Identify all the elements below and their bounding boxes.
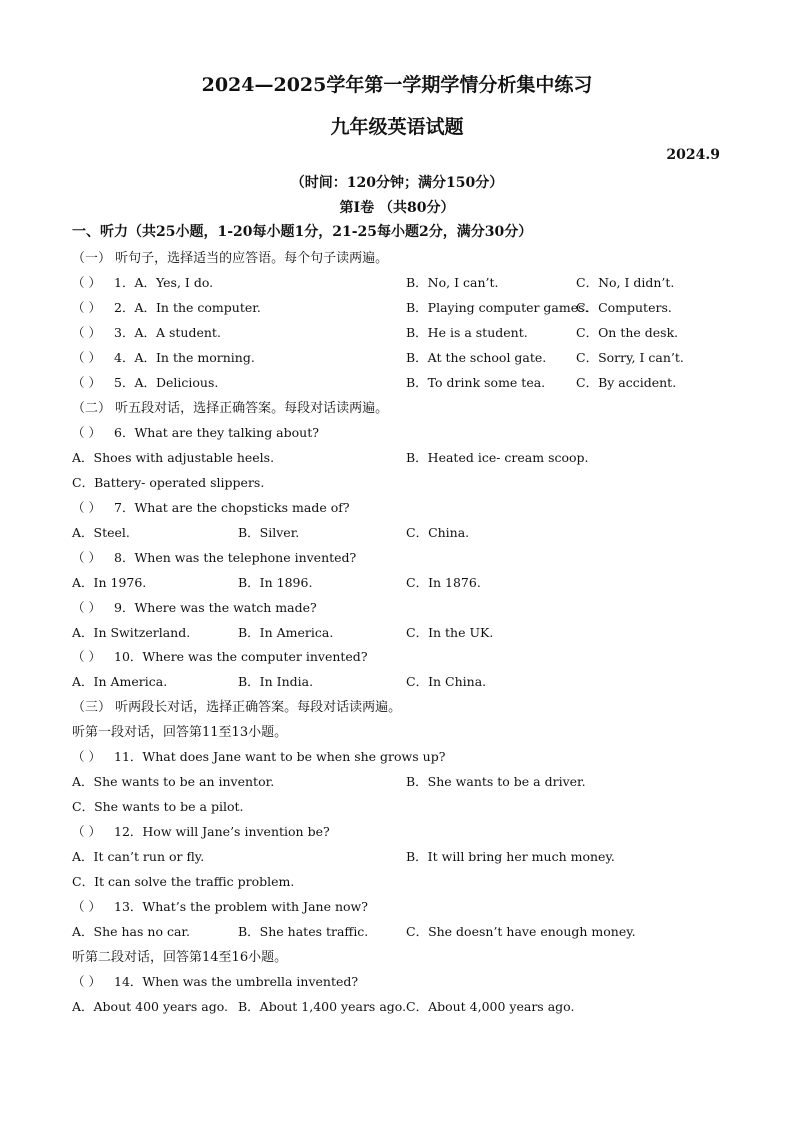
question-11 xyxy=(72,747,732,767)
dialog2-note: 听第二段对话，回答第14至16小题。 xyxy=(72,950,288,965)
section-heading: 一、听力（共25小题，1-20每小题1分，21-25每小题2分，满分30分） xyxy=(72,224,533,240)
question-6-options xyxy=(72,448,732,468)
option-b: B．It will bring her much money. xyxy=(406,849,615,864)
option-b: B．No, I can’t. xyxy=(406,275,499,290)
question-12 xyxy=(72,822,732,842)
option-b: B．In America. xyxy=(238,625,334,640)
answer-blank[interactable]: （ ） xyxy=(72,425,101,440)
option-c: C．No, I didn’t. xyxy=(576,275,675,290)
answer-blank[interactable]: （ ） xyxy=(72,824,101,839)
part3-instruction: （三） 听两段长对话，选择正确答案。每段对话读两遍。 xyxy=(72,700,402,715)
option-c: C．Battery- operated slippers. xyxy=(72,475,265,490)
exam-title: 2024—2025学年第一学期学情分析集中练习 xyxy=(201,74,593,96)
option-b: B．He is a student. xyxy=(406,325,528,340)
question-2 xyxy=(72,298,732,318)
option-b: B．Silver. xyxy=(238,525,300,540)
answer-blank[interactable]: （ ） xyxy=(72,375,101,390)
option-a: A．She wants to be an inventor. xyxy=(72,774,275,789)
option-a: A．It can’t run or fly. xyxy=(72,849,205,864)
question-stem: 4．A．In the morning. xyxy=(114,350,255,365)
question-3 xyxy=(72,323,732,343)
question-14 xyxy=(72,972,732,992)
option-b: B．About 1,400 years ago. xyxy=(238,999,407,1014)
answer-blank[interactable]: （ ） xyxy=(72,500,101,515)
question-4 xyxy=(72,348,732,368)
question-10 xyxy=(72,647,732,667)
option-a: A．Shoes with adjustable heels. xyxy=(72,450,275,465)
question-stem: 14．When was the umbrella invented? xyxy=(114,974,359,989)
answer-blank[interactable]: （ ） xyxy=(72,325,101,340)
question-stem: 2．A．In the computer. xyxy=(114,300,261,315)
answer-blank[interactable]: （ ） xyxy=(72,649,101,664)
question-8 xyxy=(72,548,732,568)
answer-blank[interactable]: （ ） xyxy=(72,600,101,615)
question-8-options xyxy=(72,573,732,593)
option-c: C．About 4,000 years ago. xyxy=(406,999,575,1014)
option-b: B．Playing computer games. xyxy=(406,300,589,315)
question-10-options xyxy=(72,672,732,692)
question-stem: 1．A．Yes, I do. xyxy=(114,275,214,290)
dialog1-note: 听第一段对话，回答第11至13小题。 xyxy=(72,725,288,740)
option-a: A．About 400 years ago. xyxy=(72,999,228,1014)
question-1 xyxy=(72,273,732,293)
question-stem: 12．How will Jane’s invention be? xyxy=(114,824,330,839)
option-c: C．She wants to be a pilot. xyxy=(72,799,244,814)
question-9-options xyxy=(72,623,732,643)
question-5 xyxy=(72,373,732,393)
question-12-options xyxy=(72,847,732,867)
answer-blank[interactable]: （ ） xyxy=(72,974,101,989)
question-stem: 9．Where was the watch made? xyxy=(114,600,317,615)
answer-blank[interactable]: （ ） xyxy=(72,300,101,315)
exam-subtitle: 九年级英语试题 xyxy=(330,116,464,138)
question-11-option-c xyxy=(72,797,732,817)
option-c: C．It can solve the traffic problem. xyxy=(72,874,295,889)
time-info: （时间：120分钟；满分150分） xyxy=(290,175,504,191)
option-b: B．Heated ice- cream scoop. xyxy=(406,450,589,465)
answer-blank[interactable]: （ ） xyxy=(72,749,101,764)
option-c: C．By accident. xyxy=(576,375,677,390)
option-b: B．In India. xyxy=(238,674,314,689)
question-stem: 7．What are the chopsticks made of? xyxy=(114,500,350,515)
part1-instruction: （一） 听句子，选择适当的应答语。每个句子读两遍。 xyxy=(72,251,389,266)
question-stem: 5．A．Delicious. xyxy=(114,375,219,390)
option-c: C．In 1876. xyxy=(406,575,481,590)
option-a: A．In 1976. xyxy=(72,575,147,590)
question-stem: 6．What are they talking about? xyxy=(114,425,319,440)
answer-blank[interactable]: （ ） xyxy=(72,350,101,365)
question-6 xyxy=(72,423,732,443)
question-12-option-c xyxy=(72,872,732,892)
option-a: A．Steel. xyxy=(72,525,130,540)
option-b: B．She hates traffic. xyxy=(238,924,369,939)
part2-instruction: （二） 听五段对话，选择正确答案。每段对话读两遍。 xyxy=(72,401,389,416)
question-stem: 8．When was the telephone invented? xyxy=(114,550,357,565)
answer-blank[interactable]: （ ） xyxy=(72,275,101,290)
option-c: C．On the desk. xyxy=(576,325,679,340)
volume-heading: 第Ⅰ卷 （共80分） xyxy=(339,200,455,216)
option-c: C．Computers. xyxy=(576,300,672,315)
question-11-options xyxy=(72,772,732,792)
exam-date: 2024.9 xyxy=(666,147,720,163)
option-c: C．In the UK. xyxy=(406,625,494,640)
answer-blank[interactable]: （ ） xyxy=(72,550,101,565)
question-14-options xyxy=(72,997,732,1017)
option-c: C．China. xyxy=(406,525,470,540)
question-stem: 13．What’s the problem with Jane now? xyxy=(114,899,368,914)
question-6-option-c xyxy=(72,473,732,493)
option-a: A．In Switzerland. xyxy=(72,625,191,640)
option-c: C．Sorry, I can’t. xyxy=(576,350,684,365)
answer-blank[interactable]: （ ） xyxy=(72,899,101,914)
option-b: B．In 1896. xyxy=(238,575,313,590)
question-stem: 10．Where was the computer invented? xyxy=(114,649,368,664)
question-stem: 11．What does Jane want to be when she grows up? xyxy=(114,749,446,764)
question-13 xyxy=(72,897,732,917)
question-7-options xyxy=(72,523,732,543)
option-a: A．She has no car. xyxy=(72,924,190,939)
question-9 xyxy=(72,598,732,618)
option-b: B．At the school gate. xyxy=(406,350,547,365)
question-7 xyxy=(72,498,732,518)
question-13-options xyxy=(72,922,732,942)
option-c: C．She doesn’t have enough money. xyxy=(406,924,636,939)
option-a: A．In America. xyxy=(72,674,168,689)
option-b: B．She wants to be a driver. xyxy=(406,774,586,789)
question-stem: 3．A．A student. xyxy=(114,325,221,340)
option-b: B．To drink some tea. xyxy=(406,375,546,390)
option-c: C．In China. xyxy=(406,674,487,689)
